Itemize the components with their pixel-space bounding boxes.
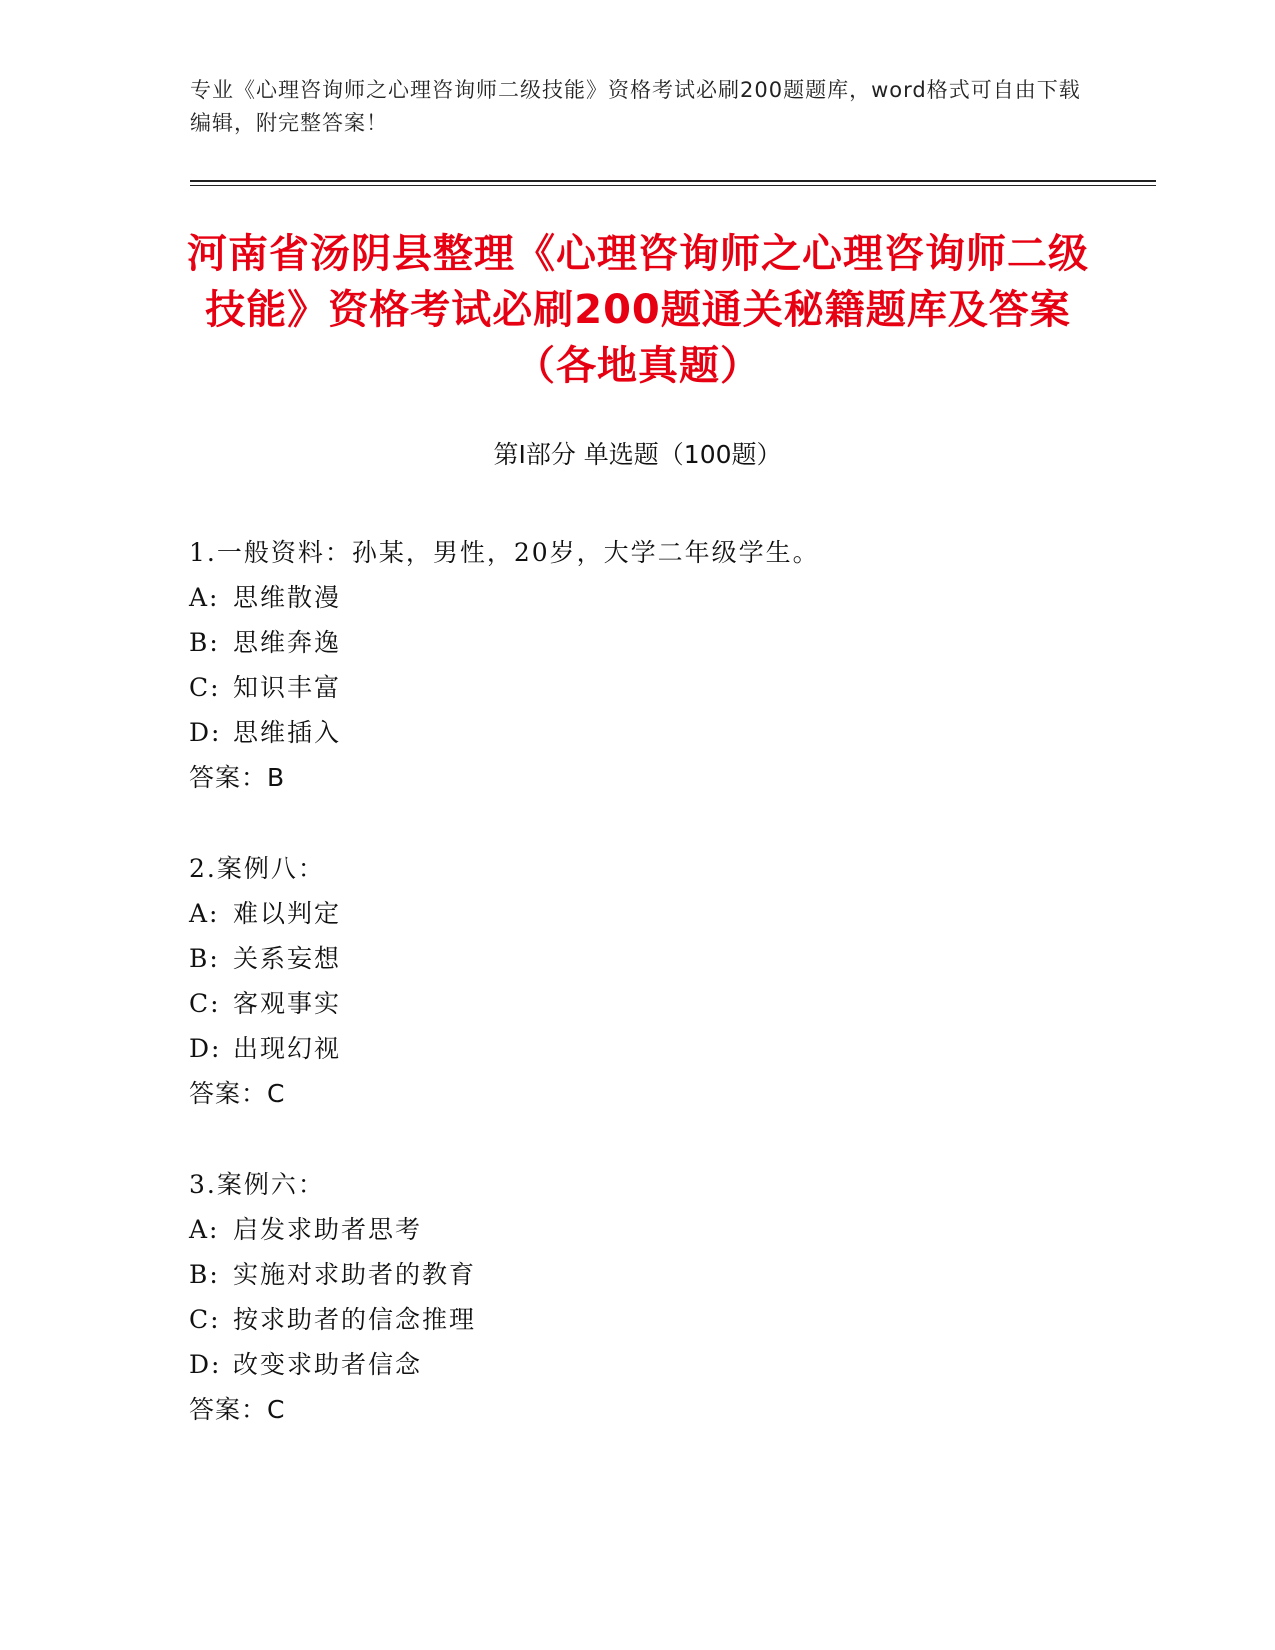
- header-note: 专业《心理咨询师之心理咨询师二级技能》资格考试必刷200题题库，word格式可自由下载编辑，附完整答案！: [190, 78, 1081, 135]
- option-d: [189, 1026, 1089, 1071]
- option-b: [189, 1252, 1089, 1297]
- option-text: 思维插入: [233, 718, 342, 747]
- question-stem: 1.一般资料：孙某，男性，20岁，大学二年级学生。: [189, 538, 820, 567]
- option-text: 出现幻视: [233, 1034, 342, 1063]
- option-text: 实施对求助者的教育: [233, 1260, 477, 1289]
- question-list: [189, 530, 1089, 1478]
- option-text: 客观事实: [233, 989, 342, 1018]
- option-text: 关系妄想: [233, 944, 342, 973]
- option-c: [189, 665, 1089, 710]
- option-a: [189, 1207, 1089, 1252]
- option-text: 知识丰富: [233, 673, 342, 702]
- answer-line: 答案：C: [189, 1395, 286, 1424]
- option-c: [189, 1297, 1089, 1342]
- option-letter: B:: [189, 628, 220, 657]
- answer-line: 答案：C: [189, 1079, 286, 1108]
- option-letter: C:: [189, 989, 221, 1018]
- option-letter: C:: [189, 1305, 221, 1334]
- option-letter: D:: [189, 1034, 222, 1063]
- question-stem: 2.案例八：: [189, 854, 325, 883]
- header-rule-thick: [190, 180, 1156, 182]
- option-text: 改变求助者信念: [233, 1350, 423, 1379]
- question-item: [189, 1162, 1089, 1432]
- option-letter: A:: [189, 583, 220, 612]
- option-letter: A:: [189, 899, 220, 928]
- option-d: [189, 1342, 1089, 1387]
- question-item: [189, 530, 1089, 800]
- option-letter: D:: [189, 1350, 222, 1379]
- document-title: 河南省汤阴县整理《心理咨询师之心理咨询师二级技能》资格考试必刷200题通关秘籍题库及答案（各地真题）: [187, 231, 1089, 389]
- question-stem: 3.案例六：: [189, 1170, 325, 1199]
- option-b: [189, 620, 1089, 665]
- header-rule-thin: [190, 185, 1156, 186]
- option-b: [189, 936, 1089, 981]
- option-letter: C:: [189, 673, 221, 702]
- section-title: 第Ⅰ部分 单选题（100题）: [493, 440, 782, 469]
- option-c: [189, 981, 1089, 1026]
- option-text: 思维奔逸: [233, 628, 342, 657]
- option-d: [189, 710, 1089, 755]
- answer-line: 答案：B: [189, 763, 286, 792]
- option-text: 按求助者的信念推理: [233, 1305, 477, 1334]
- option-text: 启发求助者思考: [233, 1215, 423, 1244]
- option-letter: A:: [189, 1215, 220, 1244]
- option-letter: B:: [189, 1260, 220, 1289]
- option-letter: B:: [189, 944, 220, 973]
- option-text: 难以判定: [233, 899, 342, 928]
- option-a: [189, 575, 1089, 620]
- question-item: [189, 846, 1089, 1116]
- option-letter: D:: [189, 718, 222, 747]
- option-text: 思维散漫: [233, 583, 342, 612]
- option-a: [189, 891, 1089, 936]
